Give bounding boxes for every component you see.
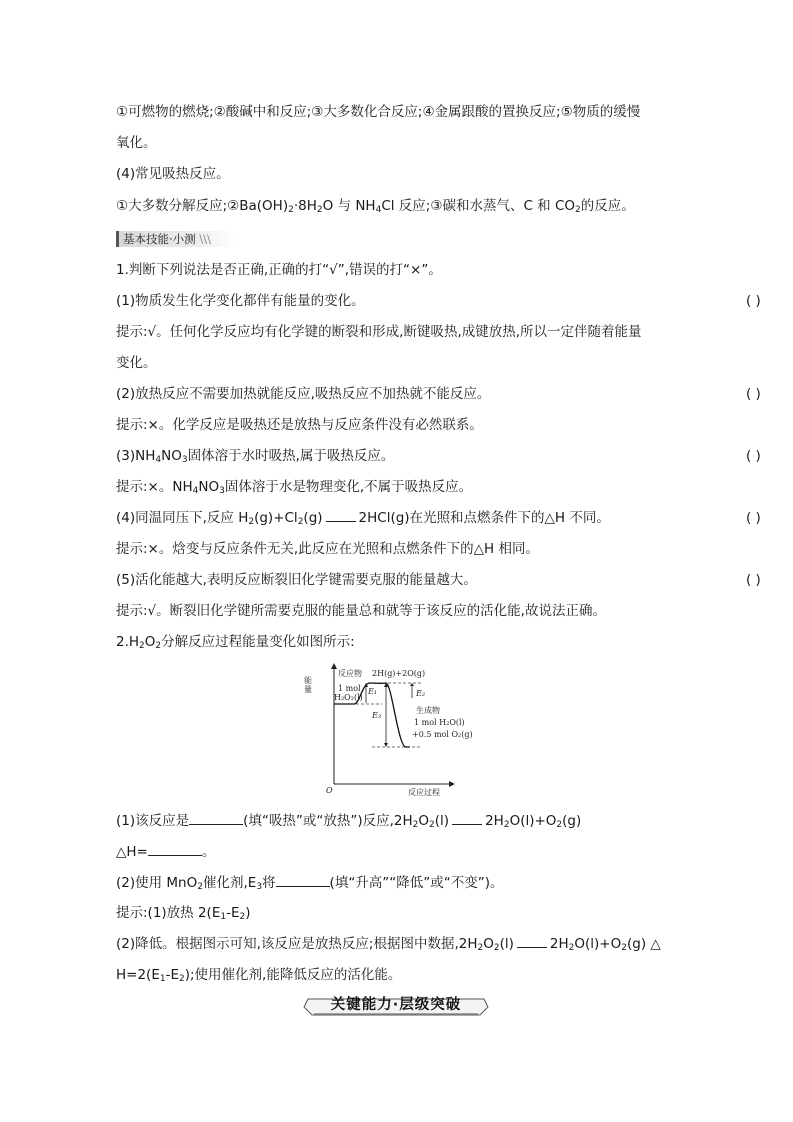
y-axis-label: 能量	[303, 676, 313, 694]
x-axis-label: 反应过程	[408, 788, 440, 797]
hint-4: 提示:×。焓变与反应条件无关,此反应在光照和点燃条件下的△H 相同。	[116, 541, 539, 557]
paragraph-exothermic-list: ①可燃物的燃烧;②酸碱中和反应;③大多数化合反应;④金属跟酸的置换反应;⑤物质的缓慢	[116, 104, 641, 120]
hint-3: 提示:×。$NH_4NO_3$固体溶于水是物理变化,不属于吸热反应。	[116, 479, 473, 496]
section-label-basic-skills: 基本技能·小测 \\\	[116, 231, 235, 247]
products-label: 生成物	[416, 706, 440, 715]
e1-label: E₁	[368, 687, 378, 696]
blank-3[interactable]	[276, 873, 330, 887]
hint-1-cont: 变化。	[116, 355, 157, 371]
statement-5: (5)活化能越大,表明反应断裂旧化学键需要克服的能量越大。	[116, 572, 477, 588]
hint-2: 提示:×。化学反应是吸热还是放热与反应条件没有必然联系。	[116, 417, 483, 433]
heading-endothermic: (4)常见吸热反应。	[116, 166, 230, 182]
question-1-prompt: 1.判断下列说法是否正确,正确的打“√”,错误的打“×”。	[116, 262, 442, 278]
hint-1: 提示:√。任何化学反应均有化学键的断裂和形成,断键吸热,成键放热,所以一定伴随着能量	[116, 324, 642, 340]
reactants-formula: H₂O₂(l)	[334, 693, 363, 702]
fill-question-2: (2)使用 MnO$_2$催化剂$,E_3$将 (填“升高”“降低”或“不变”)。	[116, 875, 504, 892]
section-banner	[304, 995, 488, 1017]
products-line-1: 1 mol H₂O(l)	[414, 718, 465, 727]
answer-2-cont: $H=2(E_1-E_2)$;使用催化剂,能降低反应的活化能。	[116, 967, 402, 984]
reactants-amount: 1 mol	[338, 684, 361, 693]
fill-question-1: (1)该反应是 (填“吸热”或“放热”)反应$,2H_2O_2(l)$ $2H_2O(l)+O_2(g)$	[116, 813, 582, 830]
answer-paren-5: ( )	[746, 572, 761, 588]
answer-paren-2: ( )	[746, 386, 761, 402]
question-2-prompt: $2.H_2O_2$分解反应过程能量变化如图所示:	[116, 634, 355, 651]
answer-2: (2)降低。根据图示可知,该反应是放热反应;根据图中数据$,2H_2O_2(l)$ $2H_2O(l)+O_2(g)$ △	[116, 936, 661, 953]
e2-label: E₂	[416, 689, 426, 698]
answer-paren-3: ( )	[746, 448, 761, 464]
intermediate-label: 2H(g)+2O(g)	[372, 669, 426, 678]
answer-paren-1: ( )	[746, 293, 761, 309]
paragraph-endothermic-list: ①大多数分解反应$;②Ba(OH)_2\cdot 8H_2O$ 与 $NH_4Cl$ 反应;③碳和水蒸气、C 和 $CO_2$的反应。	[116, 198, 635, 215]
reactants-label: 反应物	[338, 669, 362, 678]
section-banner-title: 关键能力·层级突破	[330, 997, 462, 1013]
answer-1: 提示:(1)放热 $2(E_1-E_2)$	[116, 905, 251, 922]
statement-3: $(3)NH_4NO_3$固体溶于水时吸热,属于吸热反应。	[116, 448, 395, 465]
blank-2[interactable]	[148, 842, 202, 856]
energy-diagram	[303, 662, 473, 798]
products-line-2: +0.5 mol O₂(g)	[412, 730, 473, 739]
paragraph-exothermic-list-cont: 氧化。	[116, 135, 157, 151]
statement-1: (1)物质发生化学变化都伴有能量的变化。	[116, 293, 365, 309]
equals-arrow	[326, 512, 356, 522]
answer-paren-4: ( )	[746, 510, 761, 526]
statement-4: (4)同温同压下,反应 $H_2(g)+Cl_2(g)$ 2HCl(g)在光照和点燃条件下的△H 不同。	[116, 510, 610, 527]
origin-label: O	[326, 786, 333, 795]
e3-label: E₃	[372, 711, 382, 720]
statement-2: (2)放热反应不需要加热就能反应,吸热反应不加热就不能反应。	[116, 386, 491, 402]
y-axis-arrow	[331, 663, 337, 669]
hint-5: 提示:√。断裂旧化学键所需要克服的能量总和就等于该反应的活化能,故说法正确。	[116, 603, 606, 619]
blank-1[interactable]	[189, 811, 243, 825]
fill-question-1-delta-h: △H= 。	[116, 844, 216, 860]
x-axis-arrow	[449, 781, 455, 787]
